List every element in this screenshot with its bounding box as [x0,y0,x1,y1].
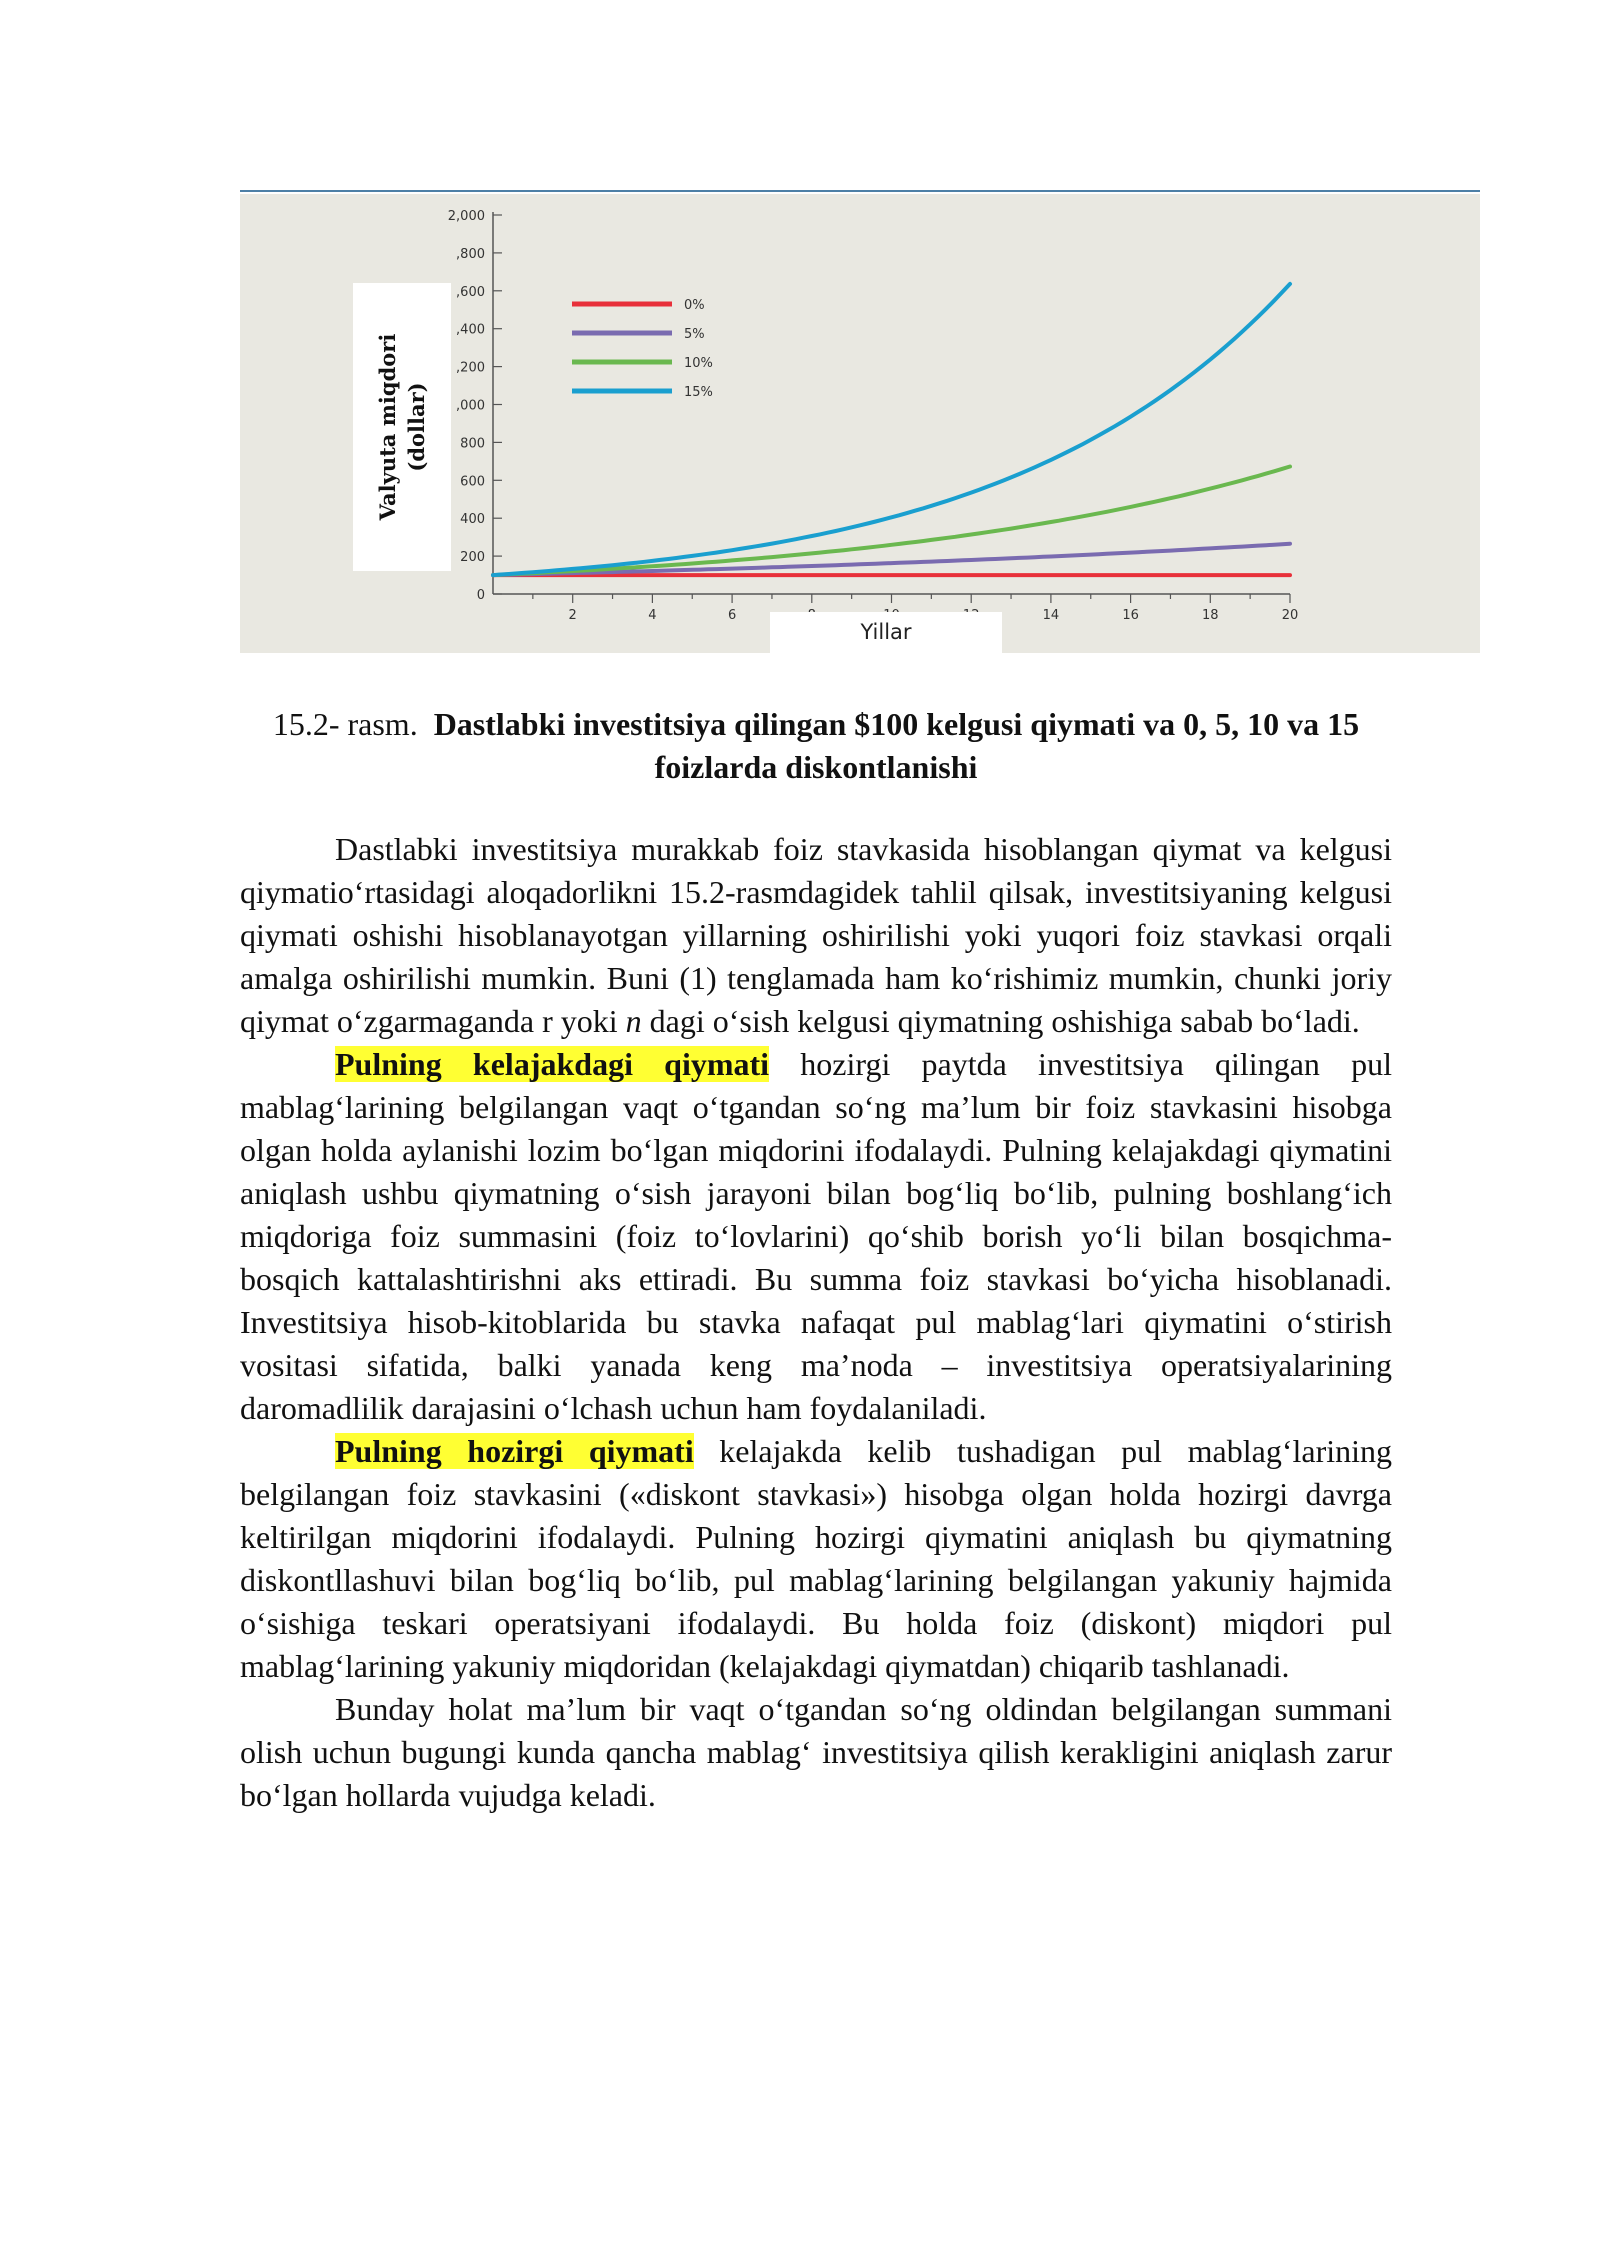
x-tick-label: 16 [1122,608,1139,623]
paragraph-4 [240,1688,1392,1817]
body-text [240,828,1392,1817]
paragraph-4-text: Bunday holat ma’lum bir vaqt o‘tgandan so‘ng oldindan belgilangan summani olish uchun bugungi kunda qancha mablag‘ investitsiya qilish kerakligini aniqlash zarur bo‘lgan hollarda vujudga keladi. [240,1691,1392,1813]
legend-label-5pct: 5% [684,327,705,342]
paragraph-2 [240,1043,1392,1430]
x-tick-label: 4 [648,608,657,623]
y-tick-label: ,200 [456,360,485,376]
legend-label-10pct: 10% [684,356,713,371]
highlight-future-value: Pulning kelajakdagi qiymati [335,1046,770,1082]
figure-caption [240,703,1392,789]
figure-chart [240,190,1480,655]
y-tick-label: 800 [460,436,485,452]
y-tick-label: 200 [460,550,485,566]
paragraph-1 [240,828,1392,1043]
paragraph-2-text: hozirgi paytda investitsiya qilingan pul mablag‘larining belgilangan vaqt o‘tgandan so‘ng ma’lum bir foiz stavkasini hisobga olgan holda aylanishi lozim bo‘lgan miqdorini ifodalaydi. Pulning kelajakdagi qiymatini aniqlash ushbu qiymatning o‘sish jarayoni bilan bog‘liq bo‘lib, pulning boshlang‘ich miqdoriga foiz summasini (foiz to‘lovlarini) qo‘shib borish yo‘li bilan bosqichma-bosqich kattalashtirishni aks ettiradi. Bu summa foiz stavkasi bo‘yicha hisoblanadi. Investitsiya hisob-kitoblarida bu stavka nafaqat pul mablag‘lari qiymatini o‘stirish vositasi sifatida, balki yanada keng ma’noda – investitsiya operatsiyalarining daromadlilik darajasini o‘lchash uchun ham foydalaniladi. [240,1046,1393,1426]
x-tick-label: 2 [568,608,577,623]
x-tick-label: 18 [1202,608,1219,623]
caption-title: Dastlabki investitsiya qilingan $100 kelgusi qiymati va 0, 5, 10 va 15 foizlarda diskontlanishi [433,706,1360,785]
legend-label-0pct: 0% [684,298,705,313]
paragraph-3 [240,1430,1392,1688]
paragraph-3-text: kelajakda kelib tushadigan pul mablag‘larining belgilangan foiz stavkasini («diskont stavkasi») hisobga olgan holda hozirgi davrga keltirilgan miqdorini ifodalaydi. Pulning hozirgi qiymatini aniqlash bu qiymatning diskontllashuvi bilan bog‘liq bo‘lib, pul mablag‘larining belgilangan yakuniy hajmida o‘sishiga teskari operatsiyani ifodalaydi. Bu holda foiz (diskont) miqdori pul mablag‘larining yakuniy miqdoridan (kelajakdagi qiymatdan) chiqarib tashlanadi. [240,1433,1393,1684]
y-tick-label: ,000 [456,398,485,414]
x-axis-label: Yillar [860,620,912,644]
legend-label-15pct: 15% [684,385,713,400]
paragraph-1-italic-n: n [625,1003,642,1039]
caption-prefix: 15.2- rasm. [272,706,418,742]
series-line-15pct [493,284,1290,575]
x-tick-label: 6 [727,608,737,623]
y-tick-label: ,800 [456,246,485,262]
highlight-present-value: Pulning hozirgi qiymati [335,1433,694,1469]
y-tick-label: 600 [460,474,485,490]
y-tick-label: ,400 [456,322,485,338]
y-tick-label: 2,000 [447,209,485,224]
y-axis-label-line2: (dollar) [404,382,429,472]
y-axis-label [373,277,431,577]
series-line-10pct [493,467,1290,576]
x-tick-label: 14 [1042,608,1060,623]
y-tick-label: 0 [476,588,485,603]
x-tick-label: 20 [1281,608,1299,623]
y-tick-label: 400 [460,512,485,528]
paragraph-1-end: dagi o‘sish kelgusi qiymatning oshishiga sabab bo‘ladi. [641,1003,1360,1039]
y-tick-label: ,600 [456,284,485,300]
y-axis-label-line1: Valyuta miqdori [375,333,400,521]
paragraph-1-text: Dastlabki investitsiya murakkab foiz stavkasida hisoblangan qiymat va kelgusi qiymatio‘rtasidagi aloqadorlikni 15.2-rasmdagidek tahlil qilsak, investitsiyaning kelgusi qiymati oshishi hisoblanayotgan yillarning oshirilishi yoki yuqori foiz stavkasi orqali amalga oshirilishi mumkin. Buni (1) tenglamada ham ko‘rishimiz mumkin, chunki joriy qiymat o‘zgarmaganda r yoki [240,831,1392,1039]
